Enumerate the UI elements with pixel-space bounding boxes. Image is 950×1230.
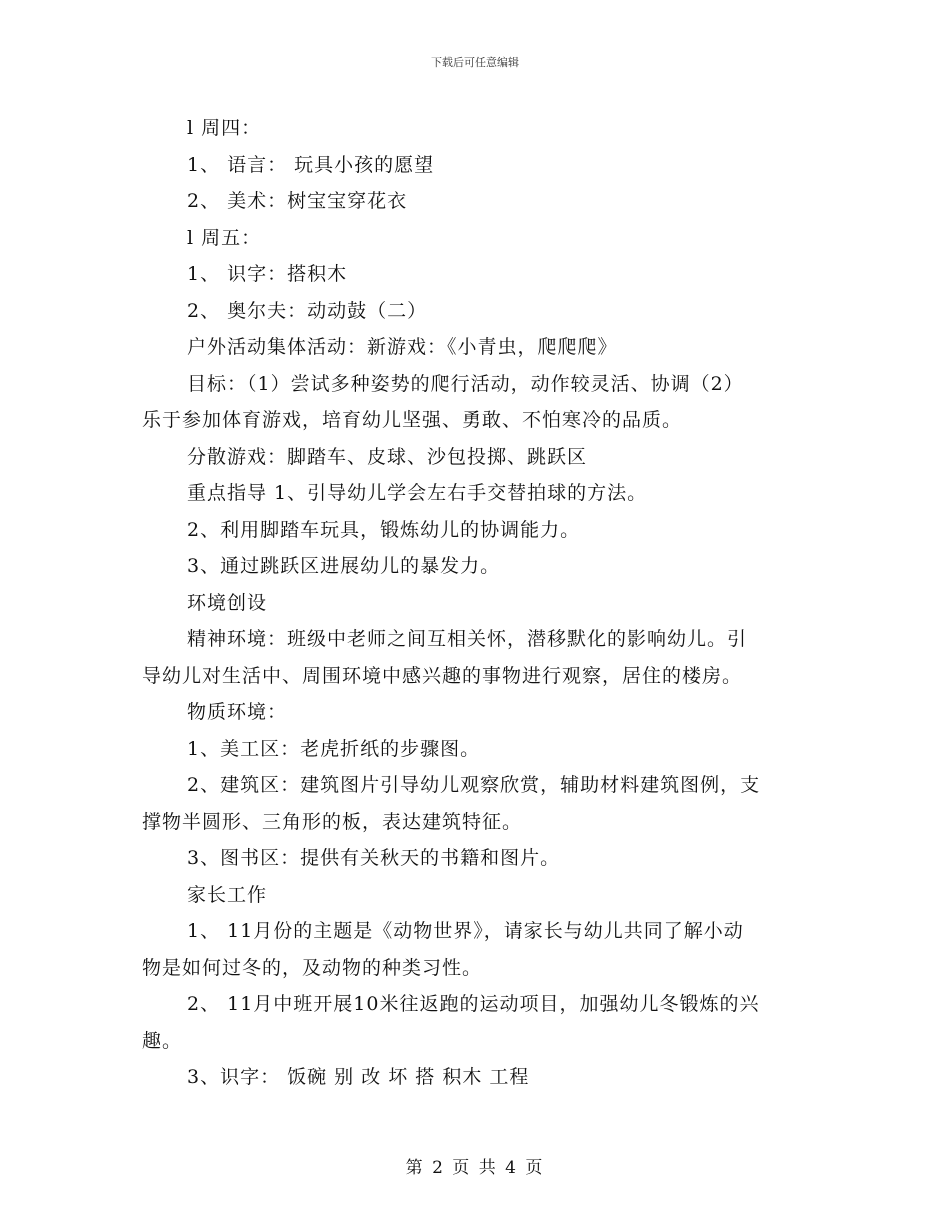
text-line: 3、识字： 饭碗 别 改 坏 搭 积木 工程 [187, 1066, 530, 1088]
text-line: 精神环境：班级中老师之间互相关怀，潜移默化的影响幼儿。引 [187, 628, 748, 650]
text-line: 3、通过跳跃区进展幼儿的暴发力。 [187, 555, 501, 577]
text-line: 重点指导 1、引导幼儿学会左右手交替拍球的方法。 [187, 482, 648, 504]
text-line: 1、 11月份的主题是《动物世界》，请家长与幼儿共同了解小动 [187, 920, 744, 942]
text-line: 撑物半圆形、三角形的板，表达建筑特征。 [142, 810, 523, 833]
text-line: 1、美工区：老虎折纸的步骤图。 [187, 737, 481, 760]
text-line: 物质环境： [187, 701, 288, 723]
section-heading: 环境创设 [187, 591, 268, 614]
text-line: 乐于参加体育游戏，培育幼儿坚强、勇敢、不怕寒冷的品质。 [142, 409, 683, 431]
text-line: 目标：（1）尝试多种姿势的爬行活动，动作较灵活、协调（2） [187, 372, 744, 395]
text-line: 2、 奥尔夫：动动鼓（二） [187, 299, 428, 322]
text-line: 物是如何过冬的，及动物的种类习性。 [142, 956, 483, 979]
text-line: 2、利用脚踏车玩具，锻炼幼儿的协调能力。 [187, 518, 581, 541]
text-line: 分散游戏：脚踏车、皮球、沙包投掷、跳跃区 [187, 445, 588, 468]
page-footer: 第 2 页 共 4 页 [405, 1158, 545, 1178]
text-line: 2、 美术：树宝宝穿花衣 [187, 190, 408, 212]
text-line: 户外活动集体活动：新游戏：《小青虫，爬爬爬》 [187, 336, 618, 358]
text-line: 1、 语言： 玩具小孩的愿望 [187, 153, 435, 176]
section-heading: 家长工作 [187, 883, 268, 906]
page-header: 下载后可任意编辑 [431, 56, 519, 69]
text-line: 导幼儿对生活中、周围环境中感兴趣的事物进行观察，居住的楼房。 [142, 664, 743, 687]
text-line: 趣。 [142, 1029, 183, 1052]
text-line: 1、 识字：搭积木 [187, 263, 348, 285]
document-body [142, 110, 818, 1096]
text-line: l 周四： [187, 117, 262, 139]
text-line: 2、建筑区：建筑图片引导幼儿观察欣赏，辅助材料建筑图例，支 [187, 774, 761, 796]
text-line: 3、图书区：提供有关秋天的书籍和图片。 [187, 847, 561, 869]
text-line: 2、 11月中班开展10米往返跑的运动项目，加强幼儿冬锻炼的兴 [187, 993, 760, 1015]
text-line: l 周五： [187, 226, 262, 249]
